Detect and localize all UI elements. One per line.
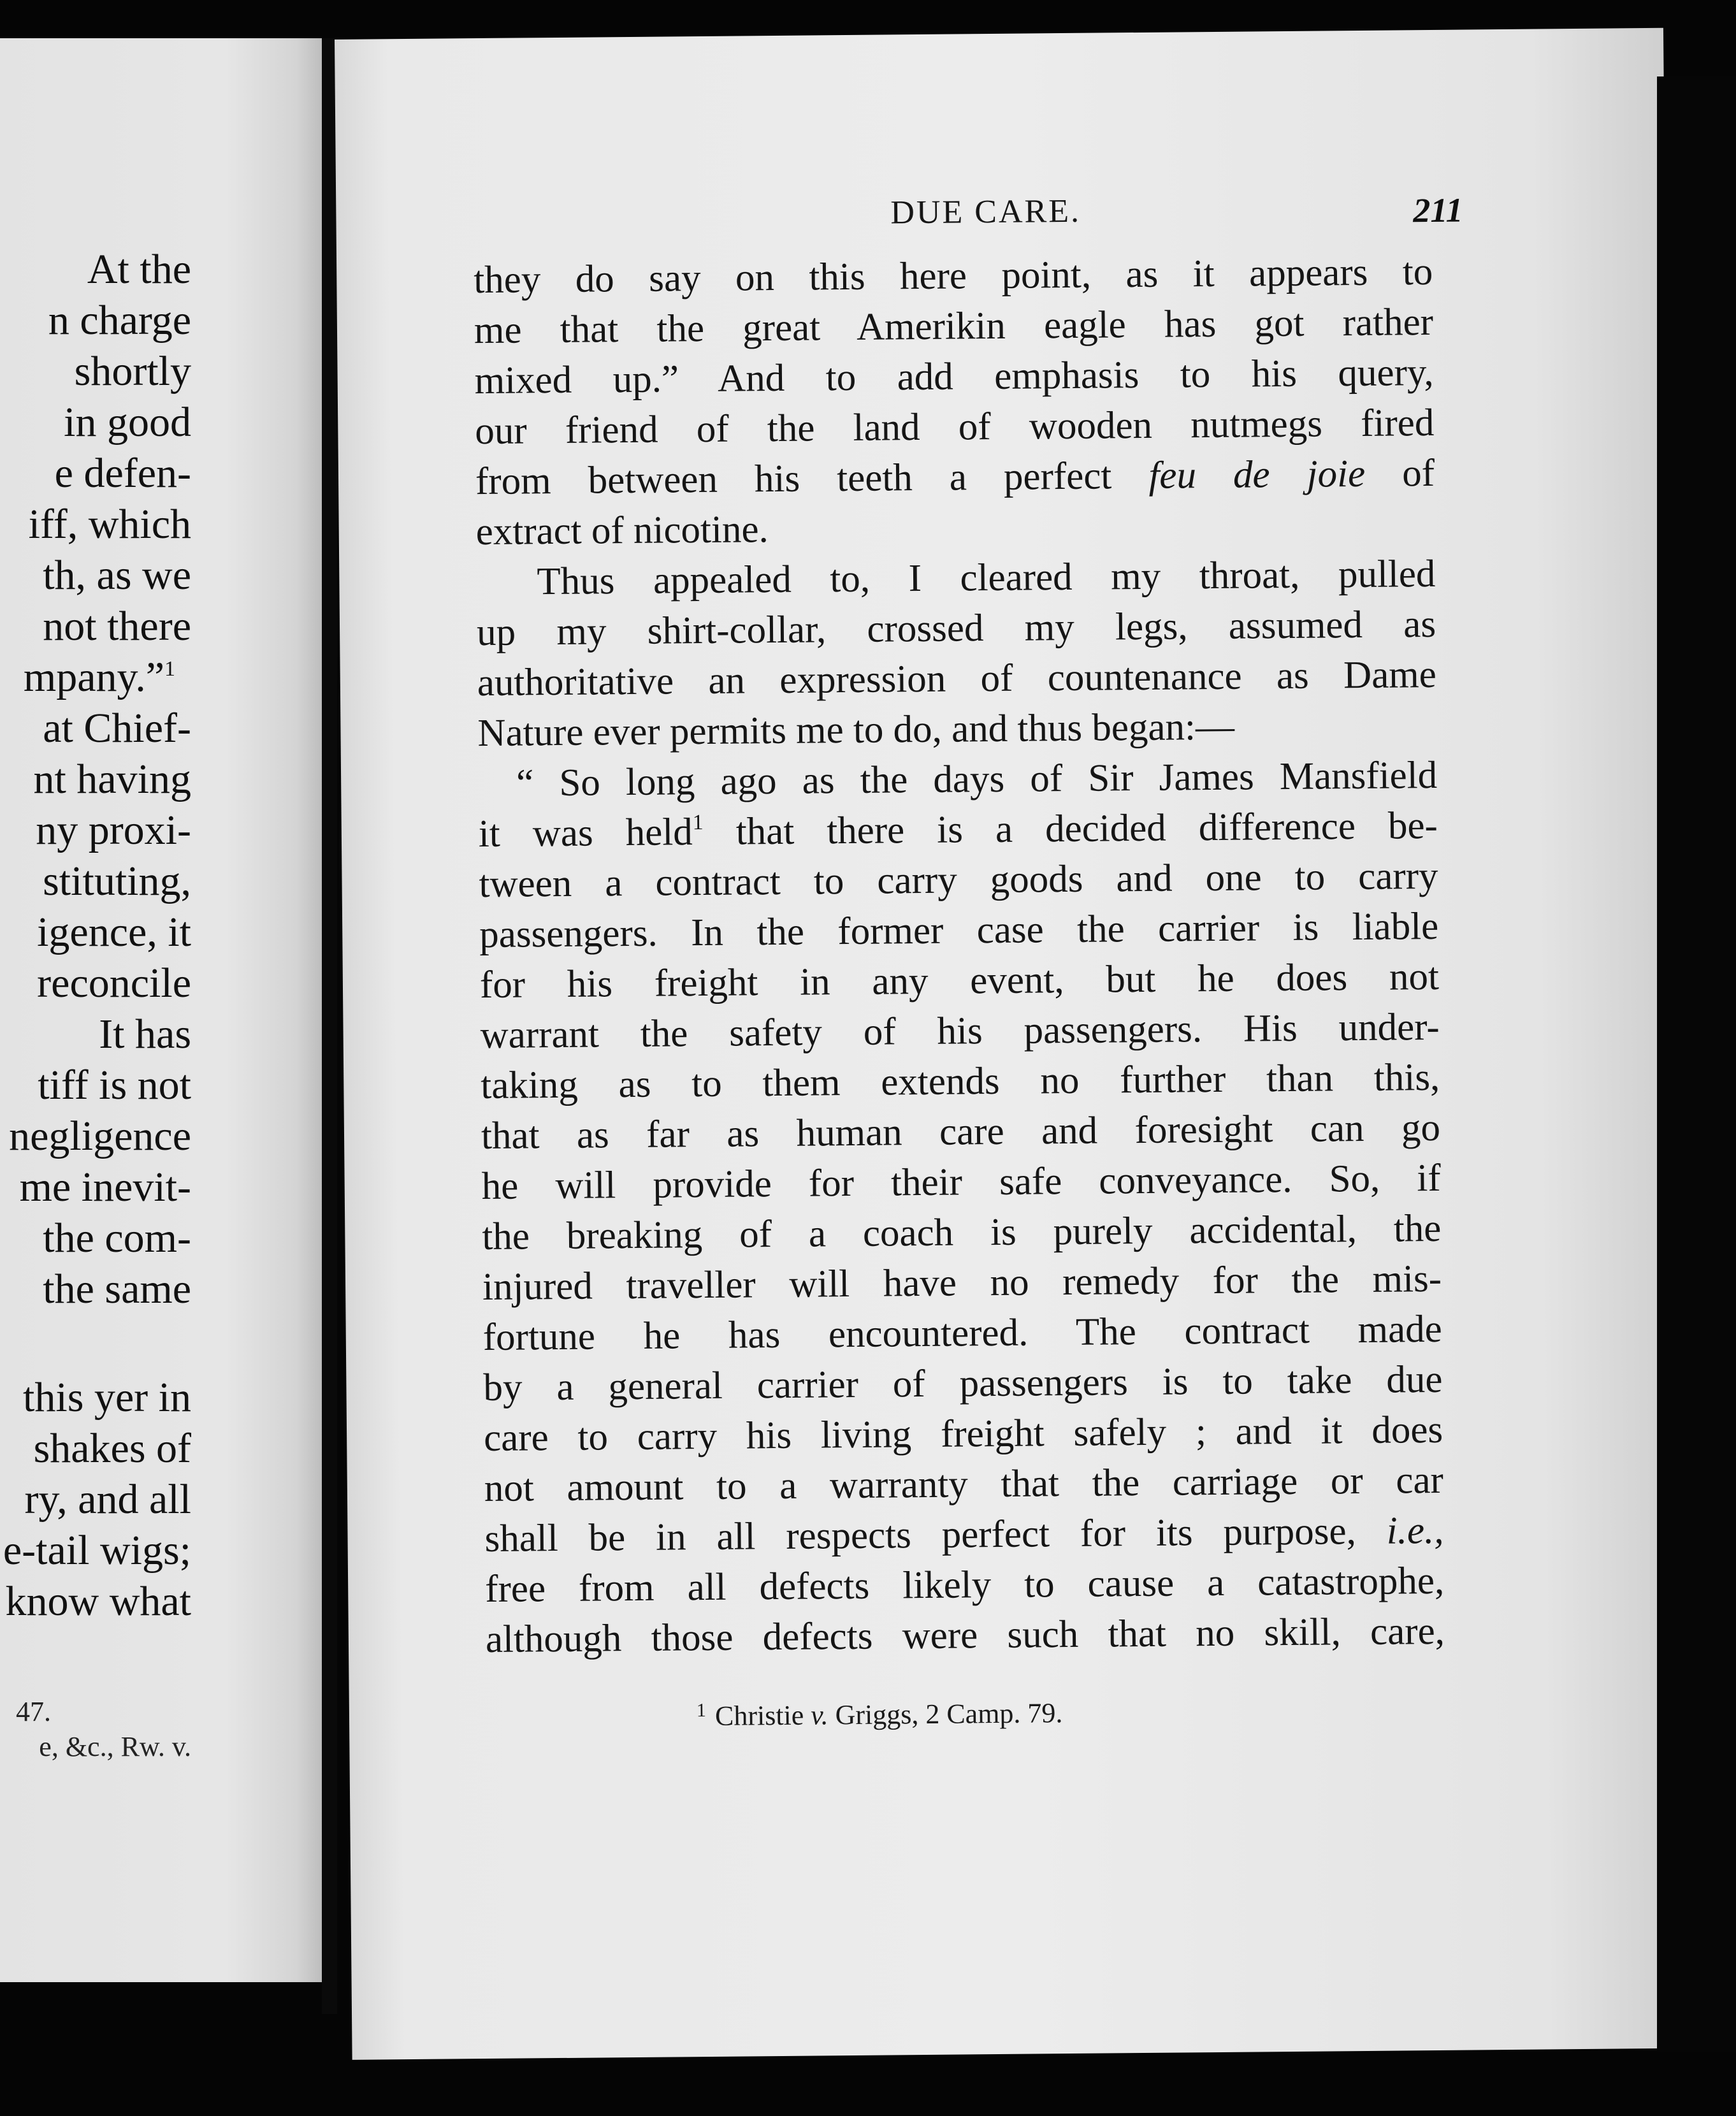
page-number: 211 — [1413, 191, 1463, 230]
text-line: taking as to them extends no further than this, — [481, 1055, 1440, 1108]
italic-phrase: feu de joie — [1148, 452, 1366, 497]
left-text-line: stituting, — [43, 858, 191, 904]
left-text-line: shakes of — [33, 1425, 191, 1472]
text-line — [484, 1505, 1444, 1564]
left-text-line: igence, it — [37, 909, 191, 955]
text-line: by a general carrier of passengers is to take due — [483, 1358, 1443, 1410]
text-line: care to carry his living freight safely ; and it does — [483, 1408, 1443, 1460]
left-text-line — [24, 656, 175, 699]
text-span: that there is a decided difference be- — [735, 804, 1438, 853]
left-text-line: in good — [64, 399, 191, 446]
running-title: DUE CARE. — [890, 192, 1081, 231]
left-text-line: e-tail wigs; — [3, 1527, 191, 1574]
footnote-text: Christie — [714, 1699, 804, 1732]
left-text-line: iff, which — [28, 501, 191, 547]
paragraph-first-line: Thus appealed to, I cleared my throat, pulled — [537, 552, 1436, 604]
left-text-span: mpany.” — [23, 654, 164, 700]
right-page — [335, 28, 1681, 2060]
text-line: fortune he has encountered. The contract made — [482, 1307, 1443, 1359]
left-text-line: the same — [43, 1266, 191, 1312]
text-line: extract of nicotine. — [475, 508, 769, 554]
left-text-line: me inevit- — [19, 1164, 191, 1210]
left-text-line: ny proxi- — [36, 807, 191, 853]
footnote-reference: 1 — [692, 810, 704, 835]
text-line: warrant the safety of his passengers. His under- — [480, 1005, 1440, 1057]
left-text-line: know what — [5, 1578, 191, 1625]
text-span: shall be in all respects perfect for its purpose, — [484, 1510, 1357, 1561]
left-text-line: e defen- — [54, 450, 191, 496]
text-line: free from all defects likely to cause a catastrophe, — [484, 1559, 1445, 1611]
left-text-line: n charge — [48, 297, 191, 344]
left-page — [0, 38, 322, 1982]
text-line — [479, 801, 1438, 859]
text-line: although those defects were such that no skill, care, — [485, 1609, 1445, 1662]
footnote-text: Griggs, 2 Camp. 79. — [835, 1697, 1063, 1731]
footnote-reference: 1 — [164, 657, 175, 681]
left-text-line: ry, and all — [24, 1476, 191, 1523]
scan-border-right — [1657, 76, 1736, 2052]
footnote-versus: v. — [811, 1699, 828, 1731]
text-line: not amount to a warranty that the carriage or car — [484, 1458, 1444, 1511]
text-line: passengers. In the former case the carrier is liable — [479, 904, 1439, 957]
text-line: Nature ever permits me to do, and thus began:— — [477, 705, 1235, 755]
text-span: of — [1401, 451, 1435, 495]
footnote-mark: 1 — [696, 1700, 707, 1721]
text-line: he will provide for their safe conveyance. So, if — [481, 1156, 1441, 1208]
running-header — [336, 187, 1665, 237]
left-footnote-line: e, &c., Rw. v. — [39, 1731, 191, 1762]
text-line: tween a contract to carry goods and one to carry — [479, 854, 1438, 906]
left-text-line: this yer in — [23, 1374, 191, 1421]
left-text-line: At the — [87, 246, 191, 293]
footnote — [697, 1697, 1063, 1732]
left-text-line: at Chief- — [43, 705, 191, 751]
left-text-line: the com- — [43, 1215, 191, 1261]
text-line: up my shirt-collar, crossed my legs, assumed as — [476, 602, 1436, 655]
left-text-line: negligence — [9, 1113, 191, 1159]
text-line: that as far as human care and foresight can go — [481, 1106, 1441, 1158]
text-line: they do say on this here point, as it appears to — [474, 250, 1433, 302]
text-line: injured traveller will have no remedy for the mis- — [482, 1257, 1442, 1309]
text-span: it was held — [478, 811, 693, 856]
text-line: the breaking of a coach is purely accidental, the — [482, 1207, 1442, 1259]
text-line: our friend of the land of wooden nutmegs fired — [475, 401, 1435, 453]
text-line: me that the great Amerikin eagle has got rather — [474, 300, 1434, 352]
left-footnote-line: 47. — [16, 1696, 51, 1727]
text-line: mixed up.” And to add emphasis to his query, — [474, 351, 1434, 403]
left-text-line: nt having — [33, 756, 191, 802]
body-text — [474, 247, 1445, 1665]
text-span: from between his teeth a perfect — [475, 454, 1112, 504]
italic-abbreviation: i.e., — [1386, 1509, 1444, 1553]
left-text-line: shortly — [74, 348, 191, 395]
text-line — [475, 448, 1435, 507]
left-text-line: reconcile — [37, 960, 191, 1006]
left-text-line: It has — [99, 1011, 191, 1057]
paragraph-first-line: “ So long ago as the days of Sir James Mansfield — [516, 753, 1438, 805]
left-text-line: tiff is not — [38, 1062, 191, 1108]
book-gutter — [322, 38, 337, 2014]
text-line: authoritative an expression of countenance as Dame — [477, 653, 1437, 705]
text-line: for his freight in any event, but he does not — [479, 955, 1440, 1007]
left-text-line: not there — [43, 603, 191, 649]
left-text-line: th, as we — [43, 552, 191, 598]
